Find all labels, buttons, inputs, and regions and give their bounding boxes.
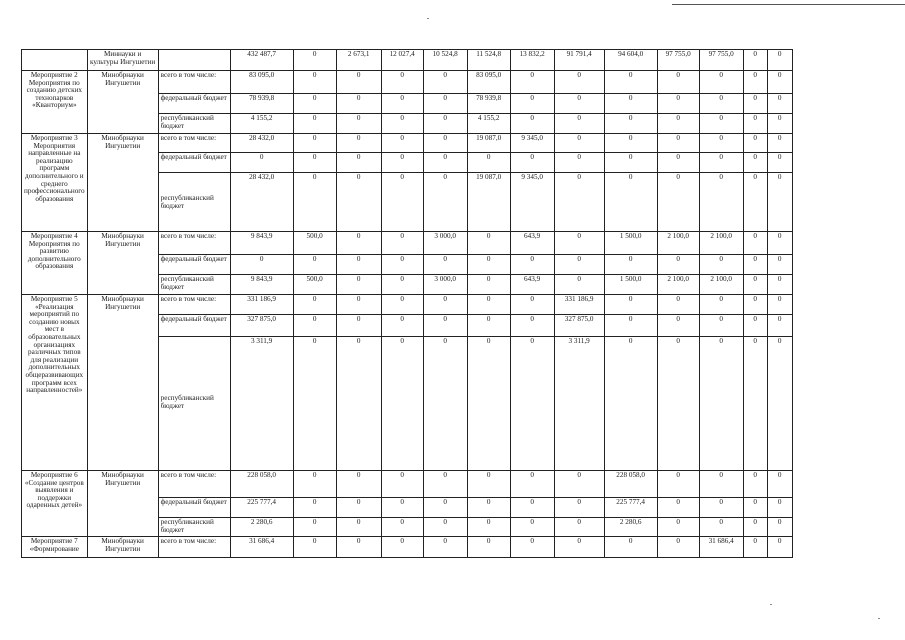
funding-source-cell: республиканский бюджет bbox=[158, 173, 230, 232]
amount-cell: 0 bbox=[554, 471, 604, 498]
scan-speck bbox=[770, 604, 772, 605]
amount-cell: 0 bbox=[657, 537, 699, 558]
amount-cell: 0 bbox=[743, 153, 767, 173]
amount-cell: 0 bbox=[657, 71, 699, 94]
amount-cell: 0 bbox=[423, 537, 467, 558]
amount-cell: 13 832,2 bbox=[510, 50, 554, 71]
funding-source-cell: всего в том числе: bbox=[158, 134, 230, 153]
funding-source-cell: республиканский бюджет bbox=[158, 114, 230, 134]
scan-speck bbox=[427, 18, 429, 19]
amount-cell: 0 bbox=[467, 537, 510, 558]
activity-name-cell: Мероприятие 3 Мероприятия направленные на реализацию программ дополнительного и среднего профессионального образования bbox=[22, 134, 88, 232]
funding-source-cell: федеральный бюджет bbox=[158, 315, 230, 337]
amount-cell: 0 bbox=[699, 94, 743, 114]
amount-cell: 1 500,0 bbox=[604, 232, 657, 255]
amount-cell: 0 bbox=[699, 518, 743, 537]
amount-cell: 0 bbox=[381, 255, 423, 275]
amount-cell: 0 bbox=[554, 498, 604, 518]
amount-cell: 228 058,0 bbox=[604, 471, 657, 498]
table-row bbox=[22, 295, 793, 315]
amount-cell: 0 bbox=[336, 471, 381, 498]
amount-cell: 0 bbox=[293, 498, 336, 518]
amount-cell: 0 bbox=[230, 153, 293, 173]
amount-cell: 2 280,6 bbox=[604, 518, 657, 537]
table-row bbox=[22, 232, 793, 255]
amount-cell: 0 bbox=[510, 71, 554, 94]
amount-cell: 0 bbox=[743, 232, 767, 255]
amount-cell: 225 777,4 bbox=[604, 498, 657, 518]
amount-cell: 0 bbox=[336, 295, 381, 315]
amount-cell: 9 843,9 bbox=[230, 275, 293, 295]
amount-cell: 0 bbox=[604, 71, 657, 94]
amount-cell: 0 bbox=[657, 471, 699, 498]
amount-cell: 0 bbox=[657, 518, 699, 537]
amount-cell: 0 bbox=[767, 537, 792, 558]
amount-cell: 0 bbox=[423, 114, 467, 134]
amount-cell: 0 bbox=[336, 173, 381, 232]
amount-cell: 0 bbox=[554, 173, 604, 232]
amount-cell: 0 bbox=[743, 94, 767, 114]
funding-source-cell: федеральный бюджет bbox=[158, 153, 230, 173]
amount-cell: 0 bbox=[767, 518, 792, 537]
amount-cell: 0 bbox=[743, 114, 767, 134]
amount-cell: 0 bbox=[423, 255, 467, 275]
amount-cell: 643,9 bbox=[510, 232, 554, 255]
amount-cell: 0 bbox=[467, 295, 510, 315]
amount-cell: 0 bbox=[293, 134, 336, 153]
amount-cell: 0 bbox=[767, 71, 792, 94]
amount-cell: 2 280,6 bbox=[230, 518, 293, 537]
amount-cell: 0 bbox=[381, 114, 423, 134]
amount-cell: 0 bbox=[230, 255, 293, 275]
amount-cell: 31 686,4 bbox=[230, 537, 293, 558]
amount-cell: 3 000,0 bbox=[423, 275, 467, 295]
amount-cell: 0 bbox=[293, 518, 336, 537]
funding-source-cell: федеральный бюджет bbox=[158, 255, 230, 275]
amount-cell: 0 bbox=[423, 471, 467, 498]
amount-cell: 0 bbox=[336, 337, 381, 471]
amount-cell: 0 bbox=[467, 232, 510, 255]
amount-cell: 0 bbox=[604, 337, 657, 471]
header-rule bbox=[672, 4, 905, 5]
amount-cell: 0 bbox=[554, 134, 604, 153]
amount-cell: 0 bbox=[554, 232, 604, 255]
funding-source-cell: всего в том числе: bbox=[158, 232, 230, 255]
funding-source-cell: республиканский бюджет bbox=[158, 337, 230, 471]
amount-cell: 28 432,0 bbox=[230, 173, 293, 232]
amount-cell: 0 bbox=[657, 134, 699, 153]
amount-cell: 0 bbox=[381, 232, 423, 255]
amount-cell: 0 bbox=[743, 537, 767, 558]
amount-cell: 0 bbox=[423, 153, 467, 173]
amount-cell: 97 755,0 bbox=[699, 50, 743, 71]
amount-cell: 0 bbox=[293, 94, 336, 114]
amount-cell: 1 500,0 bbox=[604, 275, 657, 295]
amount-cell: 4 155,2 bbox=[467, 114, 510, 134]
amount-cell: 0 bbox=[743, 337, 767, 471]
amount-cell: 0 bbox=[336, 255, 381, 275]
amount-cell: 0 bbox=[743, 471, 767, 498]
amount-cell: 0 bbox=[699, 153, 743, 173]
amount-cell: 500,0 bbox=[293, 232, 336, 255]
amount-cell: 0 bbox=[767, 471, 792, 498]
amount-cell: 0 bbox=[699, 315, 743, 337]
amount-cell: 0 bbox=[423, 71, 467, 94]
amount-cell: 0 bbox=[767, 153, 792, 173]
amount-cell: 0 bbox=[767, 337, 792, 471]
amount-cell: 0 bbox=[510, 153, 554, 173]
amount-cell: 10 524,8 bbox=[423, 50, 467, 71]
amount-cell: 0 bbox=[510, 471, 554, 498]
amount-cell: 0 bbox=[423, 498, 467, 518]
table-row bbox=[22, 537, 793, 558]
amount-cell: 0 bbox=[743, 295, 767, 315]
amount-cell: 0 bbox=[554, 94, 604, 114]
amount-cell: 0 bbox=[381, 153, 423, 173]
amount-cell: 0 bbox=[767, 50, 792, 71]
amount-cell: 228 058,0 bbox=[230, 471, 293, 498]
amount-cell: 0 bbox=[554, 537, 604, 558]
funding-source-cell: федеральный бюджет bbox=[158, 498, 230, 518]
amount-cell: 0 bbox=[510, 255, 554, 275]
amount-cell: 0 bbox=[381, 173, 423, 232]
amount-cell: 2 673,1 bbox=[336, 50, 381, 71]
funding-source-cell: всего в том числе: bbox=[158, 537, 230, 558]
amount-cell: 0 bbox=[467, 337, 510, 471]
amount-cell: 0 bbox=[510, 94, 554, 114]
amount-cell: 9 345,0 bbox=[510, 134, 554, 153]
amount-cell: 0 bbox=[293, 315, 336, 337]
table-row bbox=[22, 71, 793, 94]
amount-cell: 0 bbox=[743, 275, 767, 295]
amount-cell: 19 087,0 bbox=[467, 134, 510, 153]
amount-cell: 0 bbox=[381, 295, 423, 315]
amount-cell: 3 000,0 bbox=[423, 232, 467, 255]
amount-cell: 0 bbox=[293, 153, 336, 173]
amount-cell: 0 bbox=[743, 173, 767, 232]
activity-name-cell: Мероприятие 2 Мероприятия по созданию детских технопарков «Кванториум» bbox=[22, 71, 88, 134]
amount-cell: 0 bbox=[293, 295, 336, 315]
amount-cell: 28 432,0 bbox=[230, 134, 293, 153]
amount-cell: 0 bbox=[336, 537, 381, 558]
amount-cell: 0 bbox=[467, 471, 510, 498]
amount-cell: 78 939,8 bbox=[230, 94, 293, 114]
amount-cell: 78 939,8 bbox=[467, 94, 510, 114]
amount-cell: 31 686,4 bbox=[699, 537, 743, 558]
amount-cell: 0 bbox=[604, 153, 657, 173]
amount-cell: 643,9 bbox=[510, 275, 554, 295]
funding-source-cell: всего в том числе: bbox=[158, 71, 230, 94]
amount-cell: 0 bbox=[510, 498, 554, 518]
amount-cell: 225 777,4 bbox=[230, 498, 293, 518]
amount-cell: 0 bbox=[293, 114, 336, 134]
amount-cell: 0 bbox=[293, 537, 336, 558]
executor-cell: Минобрнауки Ингушетии bbox=[87, 71, 158, 134]
activity-name-cell: Мероприятие 5 «Реализация мероприятий по созданию новых мест в образовательных организациях различных типов для реализации дополнительных общеразвивающих программ всех направленностей» bbox=[22, 295, 88, 471]
amount-cell: 0 bbox=[604, 255, 657, 275]
amount-cell: 0 bbox=[554, 275, 604, 295]
funding-source-cell: республиканский бюджет bbox=[158, 275, 230, 295]
amount-cell: 0 bbox=[381, 134, 423, 153]
amount-cell: 0 bbox=[554, 114, 604, 134]
funding-source-cell: всего в том числе: bbox=[158, 471, 230, 498]
amount-cell: 0 bbox=[336, 518, 381, 537]
funding-source-cell: федеральный бюджет bbox=[158, 94, 230, 114]
amount-cell: 83 095,0 bbox=[467, 71, 510, 94]
amount-cell: 0 bbox=[604, 94, 657, 114]
amount-cell: 2 100,0 bbox=[657, 275, 699, 295]
amount-cell: 0 bbox=[293, 471, 336, 498]
activity-name-cell: Мероприятие 6 «Создание центров выявления и поддержки одаренных детей» bbox=[22, 471, 88, 537]
amount-cell: 327 875,0 bbox=[230, 315, 293, 337]
amount-cell: 0 bbox=[767, 295, 792, 315]
amount-cell: 0 bbox=[767, 134, 792, 153]
executor-cell: Минобрнауки Ингушетии bbox=[87, 295, 158, 471]
amount-cell: 0 bbox=[699, 498, 743, 518]
amount-cell: 0 bbox=[336, 275, 381, 295]
amount-cell: 0 bbox=[657, 255, 699, 275]
amount-cell: 97 755,0 bbox=[657, 50, 699, 71]
amount-cell: 11 524,8 bbox=[467, 50, 510, 71]
amount-cell: 0 bbox=[743, 255, 767, 275]
executor-cell: Минобрнауки Ингушетии bbox=[87, 471, 158, 537]
executor-cell: Минобрнауки Ингушетии bbox=[87, 232, 158, 295]
amount-cell: 19 087,0 bbox=[467, 173, 510, 232]
amount-cell: 0 bbox=[657, 337, 699, 471]
amount-cell: 0 bbox=[336, 153, 381, 173]
amount-cell: 0 bbox=[604, 295, 657, 315]
amount-cell: 0 bbox=[336, 94, 381, 114]
amount-cell: 0 bbox=[699, 255, 743, 275]
amount-cell: 0 bbox=[604, 315, 657, 337]
amount-cell: 0 bbox=[604, 134, 657, 153]
amount-cell: 4 155,2 bbox=[230, 114, 293, 134]
amount-cell: 0 bbox=[381, 94, 423, 114]
amount-cell: 0 bbox=[336, 498, 381, 518]
amount-cell: 0 bbox=[467, 275, 510, 295]
executor-cell: Минобрнауки Ингушетии bbox=[87, 134, 158, 232]
amount-cell: 432 487,7 bbox=[230, 50, 293, 71]
funding-source-cell bbox=[158, 50, 230, 71]
amount-cell: 0 bbox=[657, 498, 699, 518]
amount-cell: 0 bbox=[467, 518, 510, 537]
amount-cell: 0 bbox=[743, 134, 767, 153]
amount-cell: 0 bbox=[604, 173, 657, 232]
amount-cell: 0 bbox=[699, 71, 743, 94]
amount-cell: 0 bbox=[293, 173, 336, 232]
amount-cell: 2 100,0 bbox=[699, 275, 743, 295]
amount-cell: 0 bbox=[767, 114, 792, 134]
amount-cell: 0 bbox=[467, 255, 510, 275]
table-row bbox=[22, 50, 793, 71]
amount-cell: 0 bbox=[657, 173, 699, 232]
amount-cell: 0 bbox=[293, 337, 336, 471]
amount-cell: 0 bbox=[767, 315, 792, 337]
amount-cell: 0 bbox=[699, 471, 743, 498]
executor-cell: Минобрнауки Ингушетии bbox=[87, 537, 158, 558]
amount-cell: 0 bbox=[699, 114, 743, 134]
amount-cell: 0 bbox=[699, 337, 743, 471]
amount-cell: 0 bbox=[767, 498, 792, 518]
amount-cell: 3 311,9 bbox=[230, 337, 293, 471]
amount-cell: 0 bbox=[510, 518, 554, 537]
amount-cell: 0 bbox=[336, 114, 381, 134]
amount-cell: 0 bbox=[657, 315, 699, 337]
amount-cell: 0 bbox=[381, 518, 423, 537]
amount-cell: 0 bbox=[743, 71, 767, 94]
table-row bbox=[22, 471, 793, 498]
amount-cell: 0 bbox=[423, 94, 467, 114]
amount-cell: 0 bbox=[467, 153, 510, 173]
amount-cell: 0 bbox=[554, 153, 604, 173]
amount-cell: 0 bbox=[381, 275, 423, 295]
amount-cell: 0 bbox=[510, 295, 554, 315]
amount-cell: 83 095,0 bbox=[230, 71, 293, 94]
amount-cell: 0 bbox=[423, 295, 467, 315]
amount-cell: 0 bbox=[743, 498, 767, 518]
amount-cell: 0 bbox=[293, 71, 336, 94]
amount-cell: 0 bbox=[381, 537, 423, 558]
amount-cell: 0 bbox=[767, 94, 792, 114]
amount-cell: 0 bbox=[554, 255, 604, 275]
budget-table bbox=[21, 49, 793, 558]
amount-cell: 0 bbox=[554, 518, 604, 537]
amount-cell: 0 bbox=[604, 114, 657, 134]
amount-cell: 91 791,4 bbox=[554, 50, 604, 71]
amount-cell: 0 bbox=[699, 295, 743, 315]
amount-cell: 0 bbox=[767, 173, 792, 232]
amount-cell: 0 bbox=[423, 173, 467, 232]
amount-cell: 0 bbox=[381, 315, 423, 337]
amount-cell: 0 bbox=[336, 315, 381, 337]
amount-cell: 0 bbox=[743, 518, 767, 537]
amount-cell: 0 bbox=[743, 315, 767, 337]
amount-cell: 0 bbox=[467, 315, 510, 337]
amount-cell: 0 bbox=[467, 498, 510, 518]
amount-cell: 0 bbox=[423, 518, 467, 537]
amount-cell: 0 bbox=[293, 255, 336, 275]
amount-cell: 0 bbox=[336, 71, 381, 94]
amount-cell: 0 bbox=[381, 471, 423, 498]
amount-cell: 0 bbox=[657, 114, 699, 134]
amount-cell: 0 bbox=[657, 153, 699, 173]
activity-name-cell: Мероприятие 7 «Формирование bbox=[22, 537, 88, 558]
activity-name-cell: Мероприятие 4 Мероприятия по развитию дополнительного образования bbox=[22, 232, 88, 295]
amount-cell: 0 bbox=[510, 337, 554, 471]
amount-cell: 0 bbox=[767, 275, 792, 295]
executor-cell: Миннауки и культуры Ингушетии bbox=[87, 50, 158, 71]
amount-cell: 9 345,0 bbox=[510, 173, 554, 232]
amount-cell: 0 bbox=[381, 498, 423, 518]
amount-cell: 331 186,9 bbox=[554, 295, 604, 315]
amount-cell: 0 bbox=[699, 134, 743, 153]
amount-cell: 0 bbox=[699, 173, 743, 232]
amount-cell: 12 027,4 bbox=[381, 50, 423, 71]
funding-source-cell: всего в том числе: bbox=[158, 295, 230, 315]
amount-cell: 0 bbox=[381, 337, 423, 471]
amount-cell: 0 bbox=[657, 94, 699, 114]
amount-cell: 0 bbox=[336, 134, 381, 153]
amount-cell: 0 bbox=[604, 537, 657, 558]
amount-cell: 327 875,0 bbox=[554, 315, 604, 337]
amount-cell: 0 bbox=[510, 114, 554, 134]
amount-cell: 2 100,0 bbox=[657, 232, 699, 255]
amount-cell: 0 bbox=[336, 232, 381, 255]
amount-cell: 0 bbox=[657, 295, 699, 315]
amount-cell: 0 bbox=[293, 50, 336, 71]
activity-name-cell bbox=[22, 50, 88, 71]
amount-cell: 0 bbox=[423, 134, 467, 153]
amount-cell: 500,0 bbox=[293, 275, 336, 295]
amount-cell: 0 bbox=[510, 315, 554, 337]
amount-cell: 0 bbox=[767, 232, 792, 255]
amount-cell: 0 bbox=[381, 71, 423, 94]
amount-cell: 94 604,0 bbox=[604, 50, 657, 71]
amount-cell: 0 bbox=[510, 537, 554, 558]
amount-cell: 331 186,9 bbox=[230, 295, 293, 315]
amount-cell: 0 bbox=[554, 71, 604, 94]
amount-cell: 0 bbox=[423, 337, 467, 471]
amount-cell: 2 100,0 bbox=[699, 232, 743, 255]
amount-cell: 3 311,9 bbox=[554, 337, 604, 471]
amount-cell: 9 843,9 bbox=[230, 232, 293, 255]
amount-cell: 0 bbox=[767, 255, 792, 275]
amount-cell: 0 bbox=[423, 315, 467, 337]
amount-cell: 0 bbox=[743, 50, 767, 71]
table-row bbox=[22, 134, 793, 153]
funding-source-cell: республиканский бюджет bbox=[158, 518, 230, 537]
scan-speck bbox=[878, 618, 880, 619]
